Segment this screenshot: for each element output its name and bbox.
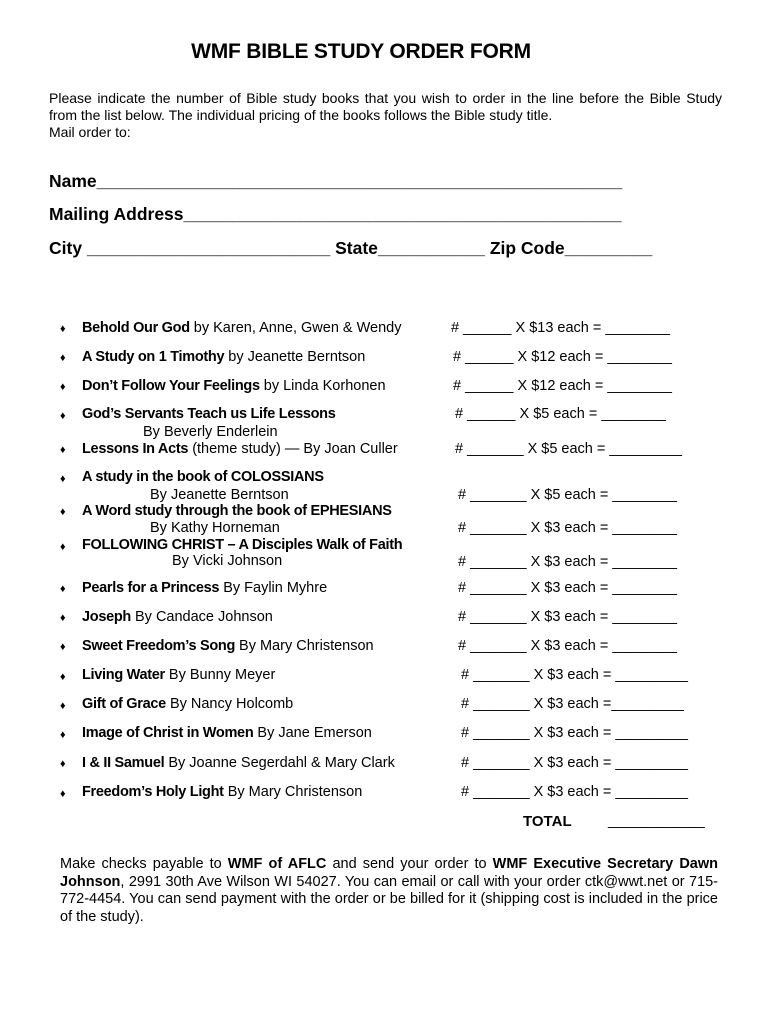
study-title: I & II Samuel — [82, 755, 165, 771]
bullet-icon: ♦ — [60, 641, 66, 653]
order-quantity-line[interactable]: # _______ X $3 each = _________ — [461, 667, 688, 683]
study-title: Don’t Follow Your Feelings — [82, 378, 260, 394]
list-item — [82, 537, 402, 553]
study-title: Joseph — [82, 609, 131, 625]
list-item — [82, 469, 324, 485]
bullet-icon: ♦ — [60, 381, 66, 393]
footer-text: Make checks payable to — [60, 856, 228, 872]
order-quantity-line[interactable]: # ______ X $5 each = ________ — [455, 406, 666, 422]
total-line[interactable]: ____________ — [608, 813, 705, 829]
study-author: By Jane Emerson — [253, 725, 372, 741]
study-title: Living Water — [82, 667, 165, 683]
study-title: Behold Our God — [82, 320, 190, 336]
bullet-icon: ♦ — [60, 444, 66, 456]
list-item — [82, 696, 293, 712]
bullet-icon: ♦ — [60, 323, 66, 335]
study-title: God’s Servants Teach us Life Lessons — [82, 406, 336, 422]
bullet-icon: ♦ — [60, 700, 66, 712]
list-item — [82, 441, 398, 457]
study-author: by Karen, Anne, Gwen & Wendy — [189, 320, 402, 336]
name-field[interactable]: Name______________________________________________________ — [49, 171, 623, 191]
bullet-icon: ♦ — [60, 506, 66, 518]
list-item — [82, 667, 275, 683]
study-author: (theme study) — By Joan Culler — [188, 441, 398, 457]
instructions-line: title. — [526, 107, 553, 123]
list-item — [82, 580, 327, 596]
study-author: By Faylin Myhre — [219, 580, 328, 596]
study-title: Gift of Grace — [82, 696, 166, 712]
order-quantity-line[interactable]: # _______ X $5 each = _________ — [455, 441, 682, 457]
list-item — [82, 406, 336, 422]
study-title: FOLLOWING CHRIST – A Disciples Walk of Faith — [82, 537, 403, 553]
order-quantity-line[interactable]: # _______ X $3 each = _________ — [461, 784, 688, 800]
recipient-name: WMF Executive Secretary Dawn Johnson — [60, 856, 718, 890]
study-author: By Jeanette Berntson — [150, 487, 289, 503]
bullet-icon: ♦ — [60, 541, 66, 553]
list-item — [82, 349, 365, 365]
study-title: Image of Christ in Women — [82, 725, 254, 741]
order-quantity-line[interactable]: # _______ X $3 each = _________ — [461, 725, 688, 741]
bullet-icon: ♦ — [60, 410, 66, 422]
study-author: By Bunny Meyer — [164, 667, 276, 683]
list-item — [82, 784, 362, 800]
study-author: By Candace Johnson — [130, 609, 273, 625]
order-quantity-line[interactable]: # _______ X $3 each = ________ — [458, 520, 677, 536]
order-quantity-line[interactable]: # _______ X $3 each = ________ — [458, 638, 677, 654]
study-author: by Linda Korhonen — [259, 378, 386, 394]
instructions-line: Bible Study from the list below. The individual pricing of the books follows the Bible study — [49, 90, 723, 123]
study-title: Lessons In Acts — [82, 441, 189, 457]
study-author: By Nancy Holcomb — [165, 696, 294, 712]
list-item — [82, 638, 374, 654]
payment-instructions — [60, 856, 718, 926]
mailing-address-field[interactable]: Mailing Address_____________________________________________ — [49, 204, 622, 224]
footer-text: , 2991 30th Ave Wilson WI 54027. You can email or call with your order ctk@wwt.net or 715-772-4454. You can send payment with the order or be billed for it (shipping cost is included in the price of the study). — [60, 873, 718, 925]
study-author: by Jeanette Berntson — [224, 349, 366, 365]
bullet-icon: ♦ — [60, 671, 66, 683]
order-quantity-line[interactable]: # _______ X $3 each = ________ — [458, 580, 677, 596]
order-quantity-line[interactable]: # _______ X $3 each = ________ — [458, 609, 677, 625]
study-title: Freedom’s Holy Light — [82, 784, 224, 800]
footer-text: and send your order to — [326, 856, 493, 872]
order-quantity-line[interactable]: # _______ X $3 each =_________ — [461, 696, 684, 712]
instructions-line: Please indicate the number of Bible study books that you wish to order in the line before the — [49, 90, 645, 106]
study-title: A Study on 1 Timothy — [82, 349, 225, 365]
total-label: TOTAL — [523, 813, 572, 830]
payee-name: WMF of AFLC — [227, 856, 327, 872]
city-state-zip-field[interactable]: City _________________________ State___________ Zip Code_________ — [49, 238, 653, 258]
study-title: A Word study through the book of EPHESIANS — [82, 503, 392, 519]
study-author: By Mary Christenson — [235, 638, 374, 654]
instructions — [49, 90, 722, 141]
order-quantity-line[interactable]: # _______ X $5 each = ________ — [458, 487, 677, 503]
list-item — [82, 725, 372, 741]
study-author: By Mary Christenson — [223, 784, 363, 800]
bullet-icon: ♦ — [60, 729, 66, 741]
page-title: WMF BIBLE STUDY ORDER FORM — [191, 40, 531, 63]
bullet-icon: ♦ — [60, 612, 66, 624]
mail-order-label: Mail order to: — [49, 124, 131, 140]
list-item — [82, 320, 401, 336]
study-author: By Joanne Segerdahl & Mary Clark — [164, 755, 395, 771]
list-item — [82, 755, 395, 771]
order-quantity-line[interactable]: # _______ X $3 each = ________ — [458, 554, 677, 570]
order-quantity-line[interactable]: # _______ X $3 each = _________ — [461, 755, 688, 771]
study-author: By Beverly Enderlein — [143, 424, 278, 440]
bullet-icon: ♦ — [60, 352, 66, 364]
bullet-icon: ♦ — [60, 583, 66, 595]
study-title: A study in the book of COLOSSIANS — [82, 469, 324, 485]
bullet-icon: ♦ — [60, 758, 66, 770]
bullet-icon: ♦ — [60, 788, 66, 800]
study-author: By Vicki Johnson — [172, 553, 283, 569]
list-item — [82, 503, 392, 519]
order-quantity-line[interactable]: # ______ X $13 each = ________ — [451, 320, 670, 336]
list-item — [82, 378, 386, 394]
study-author: By Kathy Horneman — [150, 520, 280, 536]
study-title: Pearls for a Princess — [82, 580, 220, 596]
study-title: Sweet Freedom’s Song — [82, 638, 235, 654]
list-item — [82, 609, 273, 625]
bullet-icon: ♦ — [60, 473, 66, 485]
order-quantity-line[interactable]: # ______ X $12 each = ________ — [453, 378, 672, 394]
order-quantity-line[interactable]: # ______ X $12 each = ________ — [453, 349, 672, 365]
